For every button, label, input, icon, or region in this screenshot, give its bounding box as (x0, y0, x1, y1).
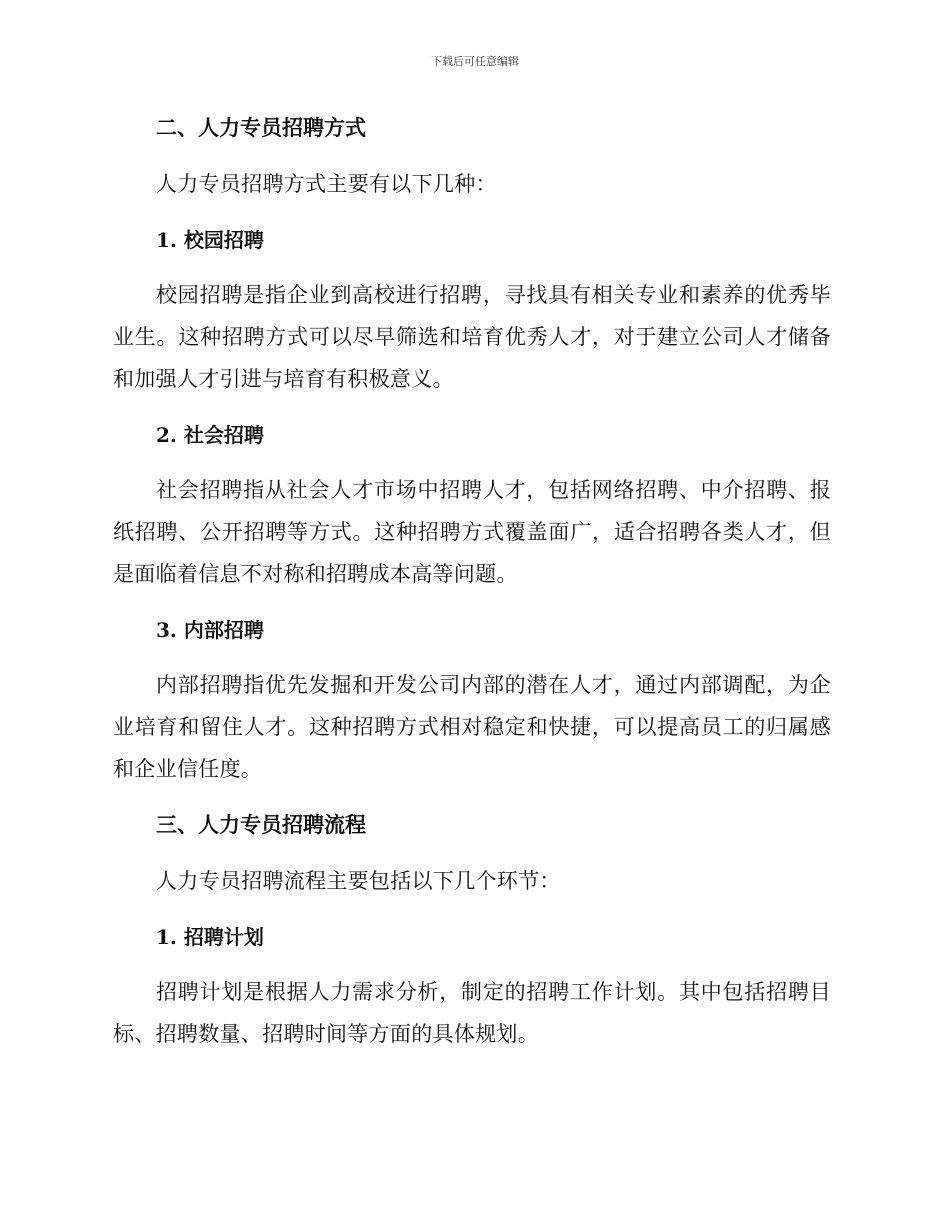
section-heading: 二、人力专员招聘方式 (156, 115, 366, 140)
section-heading: 三、人力专员招聘流程 (156, 812, 366, 837)
paragraph: 校园招聘是指企业到高校进行招聘，寻找具有相关专业和素养的优秀毕业生。这种招聘方式可以尽早筛选和培育优秀人才，对于建立公司人才储备和加强人才引进与培育有积极意义。 (113, 283, 831, 391)
paragraph: 社会招聘指从社会人才市场中招聘人才，包括网络招聘、中介招聘、报纸招聘、公开招聘等方式。这种招聘方式覆盖面广，适合招聘各类人才，但是面临着信息不对称和招聘成本高等问题。 (113, 478, 831, 586)
paragraph: 人力专员招聘流程主要包括以下几个环节： (156, 869, 561, 893)
subsection-heading: 2. 社会招聘 (156, 423, 264, 447)
paragraph: 招聘计划是根据人力需求分析，制定的招聘工作计划。其中包括招聘目标、招聘数量、招聘时间等方面的具体规划。 (113, 980, 831, 1046)
paragraph: 人力专员招聘方式主要有以下几种： (156, 172, 497, 196)
subsection-heading: 1. 招聘计划 (156, 925, 264, 949)
document-body (113, 108, 831, 1055)
subsection-heading: 1. 校园招聘 (156, 228, 264, 252)
subsection-heading: 3. 内部招聘 (156, 618, 264, 642)
page-header: 下载后可任意编辑 (431, 55, 519, 68)
paragraph: 内部招聘指优先发掘和开发公司内部的潜在人才，通过内部调配，为企业培育和留住人才。这种招聘方式相对稳定和快捷，可以提高员工的归属感和企业信任度。 (113, 673, 831, 781)
